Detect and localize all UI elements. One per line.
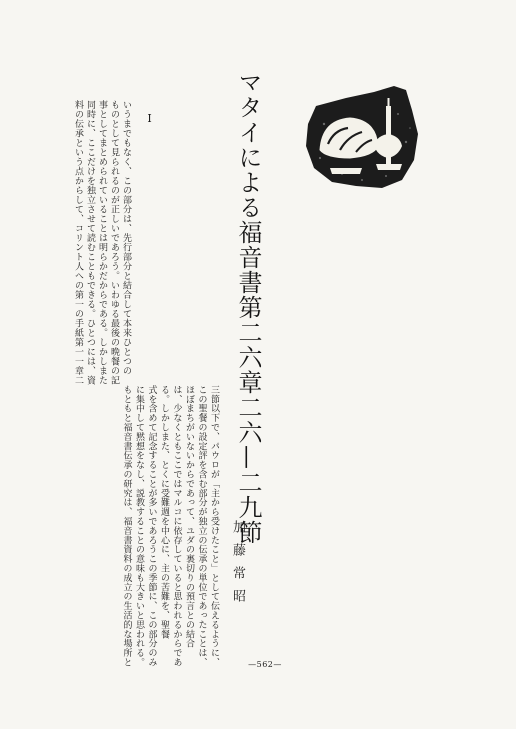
text-column: ものとして見られるのが正しいであろう。いわゆる最後の晩餐の記 bbox=[109, 100, 119, 385]
page-title: マタイによる福音書第二六章二六—二九節 bbox=[234, 70, 262, 545]
text-column: 同時に、ここだけを独立させて読むこともできる。ひとつには、資 bbox=[85, 100, 95, 385]
text-column: この聖餐の設定評を含む部分が独立の伝承の単位であったことは、 bbox=[196, 385, 207, 667]
text-column: いうまでもなく、この部分は、先行部分と結合して本来ひとつの bbox=[121, 100, 131, 376]
body-text-lower bbox=[121, 385, 220, 667]
text-column: に集中して黙想をなし、説教することの意味も大きいと思われる。 bbox=[134, 385, 144, 667]
text-column: は、少なくともここではマルコに依存していると思われるからであ bbox=[171, 385, 182, 667]
page-number: —562— bbox=[248, 660, 282, 669]
text-column: 式を含めて記念することが多いであろうこの季節に、この部分のみ bbox=[146, 385, 157, 667]
section-number: Ⅰ bbox=[143, 112, 156, 125]
text-column: 事としてまとめられていることは明らかだからである。しかしまた bbox=[97, 100, 107, 385]
text-column: 料の伝承という点からして、コリント人への第一の手紙第一一章二 bbox=[73, 100, 83, 385]
text-column: ほぼまちがいないからであって、ユダの裏切りの預言との結合 bbox=[184, 385, 194, 649]
text-column: 三節以下で、パウロが「主から受けたこと」として伝えるように、 bbox=[209, 385, 219, 667]
author-name: 加藤常昭 bbox=[230, 520, 245, 612]
bread-and-cup-woodcut-icon bbox=[302, 84, 422, 196]
body-text-upper bbox=[60, 100, 132, 385]
text-column: る。しかしまた、とくに受難週を中心に、主の苦難を、聖餐 bbox=[159, 385, 169, 639]
text-column: もともと福音書伝承の研究は、福音書資料の成立の生活的な場所と bbox=[121, 385, 132, 667]
